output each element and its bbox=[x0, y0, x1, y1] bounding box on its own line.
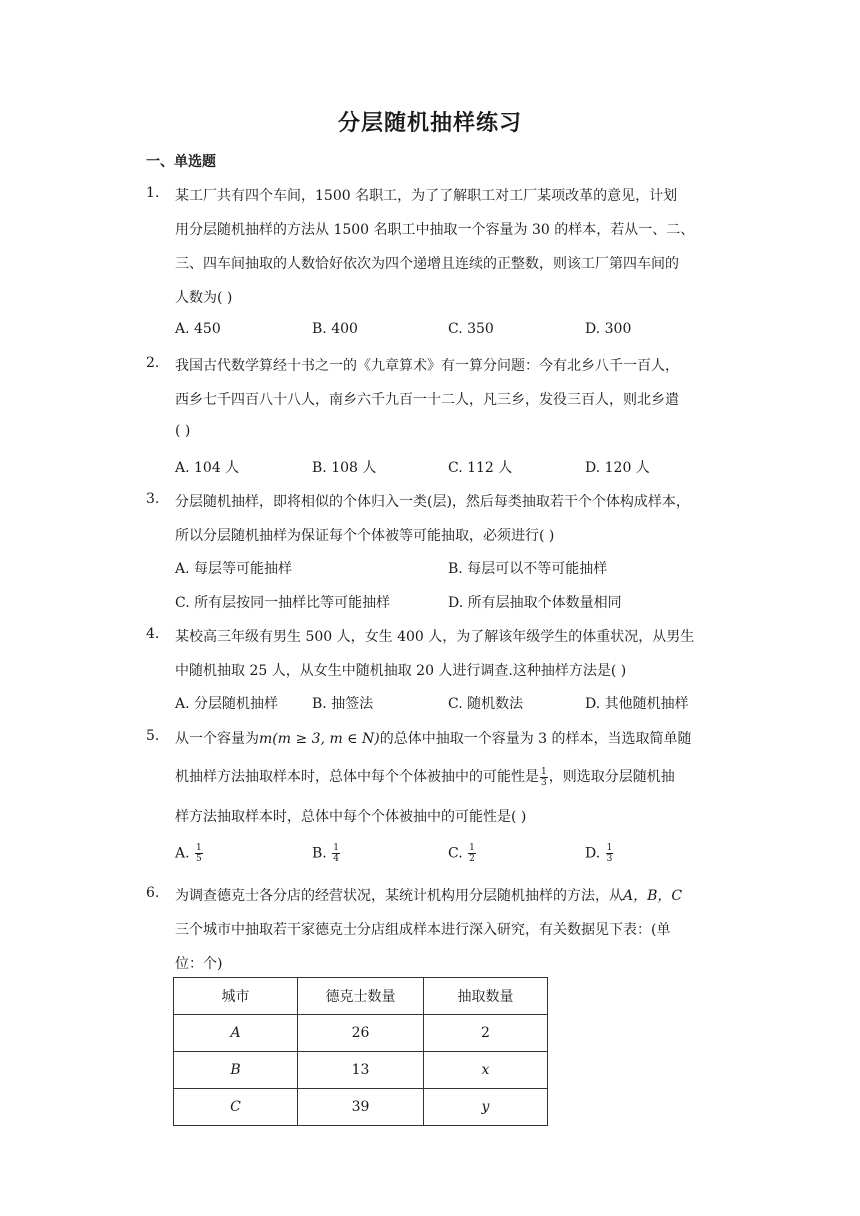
page-title: 分层随机抽样练习 bbox=[337, 111, 522, 136]
table-cell: A bbox=[174, 1015, 298, 1052]
option-c: C. 随机数法 bbox=[448, 696, 524, 712]
table-row bbox=[174, 1089, 548, 1126]
option-a bbox=[175, 843, 204, 864]
option-d: D. 120 人 bbox=[585, 460, 650, 476]
fraction-denominator: 3 bbox=[606, 854, 613, 864]
option-a: A. 每层等可能抽样 bbox=[175, 561, 293, 577]
table-cell: y bbox=[424, 1089, 548, 1126]
question-number: 6. bbox=[146, 885, 160, 901]
table-row bbox=[174, 1052, 548, 1089]
fraction-denominator: 5 bbox=[196, 854, 202, 864]
fraction bbox=[606, 843, 614, 864]
question-text-line: ( ) bbox=[175, 423, 191, 439]
text-segment: 为调查德克士各分店的经营状况，某统计机构用分层随机抽样的方法，从 bbox=[175, 888, 623, 904]
fraction-denominator: 3 bbox=[541, 777, 547, 788]
question-number: 3. bbox=[146, 491, 160, 507]
question-text-line: 我国古代数学算经十书之一的《九章算术》有一算分问题：今有北乡八千一百人， bbox=[175, 358, 679, 374]
option-label: C. bbox=[448, 845, 463, 862]
table-cell: x bbox=[424, 1052, 548, 1089]
table-header-row bbox=[174, 978, 548, 1015]
question-text-line: 某工厂共有四个车间，1500 名职工，为了了解职工对工厂某项改革的意见，计划 bbox=[175, 188, 678, 204]
option-a: A. 450 bbox=[175, 321, 221, 337]
option-d: D. 所有层抽取个体数量相同 bbox=[448, 595, 622, 611]
text-segment: 从一个容量为 bbox=[175, 731, 259, 747]
fraction bbox=[468, 843, 476, 864]
fraction bbox=[540, 767, 548, 788]
fraction-numerator: 1 bbox=[333, 843, 339, 853]
table-cell: B bbox=[174, 1052, 298, 1089]
table-cell: C bbox=[174, 1089, 298, 1126]
question-text-line bbox=[175, 766, 675, 788]
question-text-line: 所以分层随机抽样为保证每个个体被等可能抽取，必须进行( ) bbox=[175, 528, 555, 544]
option-label: B. bbox=[312, 845, 327, 862]
table-cell: 2 bbox=[424, 1015, 548, 1052]
question-text-line: 位：个) bbox=[175, 956, 223, 972]
table-row bbox=[174, 1015, 548, 1052]
question-text-line: 西乡七千四百八十八人，南乡六千九百一十二人，凡三乡，发役三百人，则北乡遣 bbox=[175, 392, 679, 408]
question-number: 2. bbox=[146, 355, 160, 371]
question-number: 5. bbox=[146, 728, 160, 744]
table-header-cell: 抽取数量 bbox=[424, 978, 548, 1015]
question-number: 4. bbox=[146, 626, 160, 642]
table-cell: 26 bbox=[298, 1015, 424, 1052]
question-text-line bbox=[175, 728, 692, 748]
question-text-line bbox=[175, 885, 682, 905]
option-b: B. 抽签法 bbox=[312, 696, 374, 712]
option-b: B. 108 人 bbox=[312, 460, 377, 476]
option-b: B. 每层可以不等可能抽样 bbox=[448, 561, 608, 577]
question-text-line: 三个城市中抽取若干家德克士分店组成样本进行深入研究，有关数据见下表：(单 bbox=[175, 922, 671, 938]
question-text-line: 三、四车间抽取的人数恰好依次为四个递增且连续的正整数，则该工厂第四车间的 bbox=[175, 256, 679, 272]
text-segment: ，则选取分层随机抽 bbox=[548, 769, 675, 785]
option-b: B. 400 bbox=[312, 321, 358, 337]
fraction bbox=[195, 843, 203, 864]
option-d: D. 其他随机抽样 bbox=[585, 696, 689, 712]
question-text-line: 人数为( ) bbox=[175, 290, 233, 306]
option-c: C. 350 bbox=[448, 321, 494, 337]
question-number: 1. bbox=[146, 185, 160, 201]
question-text-line: 样方法抽取样本时，总体中每个个体被抽中的可能性是( ) bbox=[175, 809, 527, 825]
question-text-line: 某校高三年级有男生 500 人，女生 400 人，为了解该年级学生的体重状况，从男生 bbox=[175, 629, 695, 645]
option-b bbox=[312, 843, 341, 864]
question-text-line: 中随机抽取 25 人，从女生中随机抽取 20 人进行调查.这种抽样方法是( ) bbox=[175, 663, 627, 679]
text-segment: 的总体中抽取一个容量为 3 的样本，当选取简单随 bbox=[379, 731, 692, 747]
option-a: A. 分层随机抽样 bbox=[175, 696, 279, 712]
data-table bbox=[173, 977, 548, 1126]
table-header-cell: 德克士数量 bbox=[298, 978, 424, 1015]
table-cell: 39 bbox=[298, 1089, 424, 1126]
option-label: A. bbox=[175, 845, 190, 862]
question-text-line: 用分层随机抽样的方法从 1500 名职工中抽取一个容量为 30 的样本，若从一、二、 bbox=[175, 222, 695, 238]
option-d bbox=[585, 843, 614, 864]
option-c: C. 所有层按同一抽样比等可能抽样 bbox=[175, 595, 391, 611]
fraction-numerator: 1 bbox=[196, 843, 202, 853]
fraction-denominator: 4 bbox=[333, 854, 339, 864]
question-text-line: 分层随机抽样，即将相似的个体归入一类(层)，然后每类抽取若干个个体构成样本， bbox=[175, 494, 690, 510]
option-label: D. bbox=[585, 845, 601, 862]
table-cell: 13 bbox=[298, 1052, 424, 1089]
math-expression: m(m ≥ 3, m ∈ N) bbox=[259, 731, 380, 747]
fraction-denominator: 2 bbox=[469, 854, 475, 864]
option-a: A. 104 人 bbox=[175, 460, 240, 476]
table-header-cell: 城市 bbox=[174, 978, 298, 1015]
option-d: D. 300 bbox=[585, 321, 632, 337]
text-segment: 机抽样方法抽取样本时，总体中每个个体被抽中的可能性是 bbox=[175, 769, 539, 785]
fraction bbox=[332, 843, 340, 864]
fraction-numerator: 1 bbox=[541, 766, 547, 777]
section-heading: 一、单选题 bbox=[146, 154, 216, 170]
math-expression: A，B，C bbox=[623, 888, 683, 904]
option-c: C. 112 人 bbox=[448, 460, 513, 476]
fraction-numerator: 1 bbox=[606, 843, 613, 853]
fraction-numerator: 1 bbox=[469, 843, 475, 853]
option-c bbox=[448, 843, 477, 864]
